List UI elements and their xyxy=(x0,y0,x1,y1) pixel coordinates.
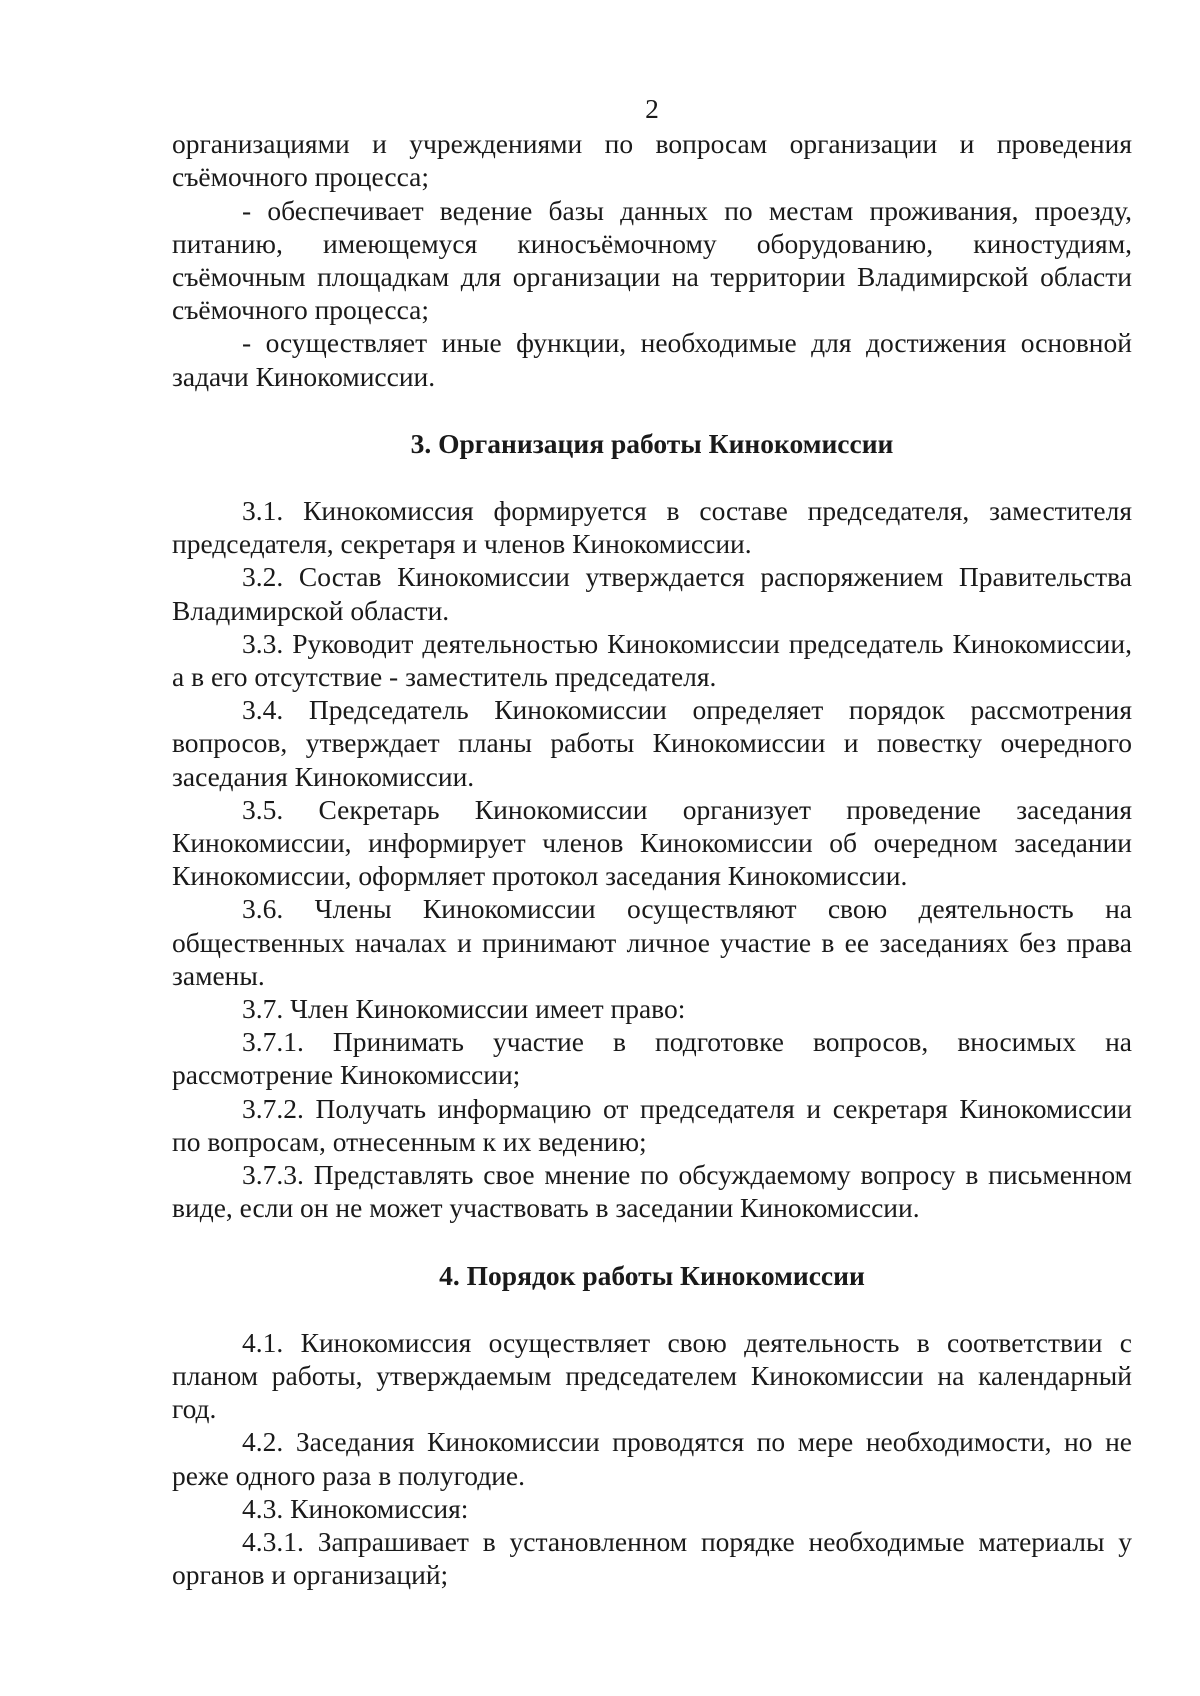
section-4-heading: 4. Порядок работы Кинокомиссии xyxy=(439,1259,865,1291)
clause-3-1: 3.1. Кинокомиссия формируется в составе председателя, заместителя председателя, секретаря и членов Кинокомиссии. xyxy=(172,495,1132,560)
clause-3-7-1: 3.7.1. Принимать участие в подготовке вопросов, вносимых на рассмотрение Кинокомиссии; xyxy=(172,1026,1132,1091)
clause-3-7: 3.7. Член Кинокомиссии имеет право: xyxy=(242,993,686,1025)
spacer xyxy=(172,393,1132,427)
clause-3-6: 3.6. Члены Кинокомиссии осуществляют свою деятельность на общественных началах и принимают личное участие в ее заседаниях без права замены. xyxy=(172,893,1132,991)
clause-3-2: 3.2. Состав Кинокомиссии утверждается распоряжением Правительства Владимирской области. xyxy=(172,561,1132,626)
clause-4-1: 4.1. Кинокомиссия осуществляет свою деятельность в соответствии с планом работы, утверждаемым председателем Кинокомиссии на календарный год. xyxy=(172,1326,1132,1425)
clause-3-7-2: 3.7.2. Получать информацию от председателя и секретаря Кинокомиссии по вопросам, отнесенным к их ведению; xyxy=(172,1092,1132,1157)
page-number: 2 xyxy=(645,93,659,124)
section-3-heading: 3. Организация работы Кинокомиссии xyxy=(410,427,894,459)
clause-4-3: 4.3. Кинокомиссия: xyxy=(242,1492,469,1524)
clause-3-3: 3.3. Руководит деятельностью Кинокомиссии председатель Кинокомиссии, а в его отсутствие - заместитель председателя. xyxy=(172,627,1132,693)
clause-4-3-1: 4.3.1. Запрашивает в установленном порядке необходимые материалы у органов и организаций; xyxy=(172,1525,1132,1591)
clause-3-4: 3.4. Председатель Кинокомиссии определяет порядок рассмотрения вопросов, утверждает планы работы Кинокомиссии и повестку очередного заседания Кинокомиссии. xyxy=(172,694,1132,792)
spacer xyxy=(172,1225,1132,1259)
clause-3-7-3: 3.7.3. Представлять свое мнение по обсуждаемому вопросу в письменном виде, если он не может участвовать в заседании Кинокомиссии. xyxy=(172,1159,1132,1224)
document-page xyxy=(172,92,1132,1591)
spacer xyxy=(172,1292,1132,1326)
clause-3-5: 3.5. Секретарь Кинокомиссии организует проведение заседания Кинокомиссии, информирует членов Кинокомиссии об очередном заседании Кинокомиссии, оформляет протокол заседания Кинокомиссии. xyxy=(172,793,1132,892)
paragraph-continued: организациями и учреждениями по вопросам организации и проведения съёмочного процесса; xyxy=(172,128,1132,193)
paragraph-database: - обеспечивает ведение базы данных по местам проживания, проезду, питанию, имеющемуся киносъёмочному оборудованию, киностудиям, съёмочным площадкам для организации на территории Владимирской области съёмочного процесса; xyxy=(172,194,1132,326)
paragraph-other-functions: - осуществляет иные функции, необходимые для достижения основной задачи Кинокомиссии. xyxy=(172,327,1132,392)
clause-4-2: 4.2. Заседания Кинокомиссии проводятся по мере необходимости, но не реже одного раза в полугодие. xyxy=(172,1426,1132,1491)
spacer xyxy=(172,460,1132,494)
